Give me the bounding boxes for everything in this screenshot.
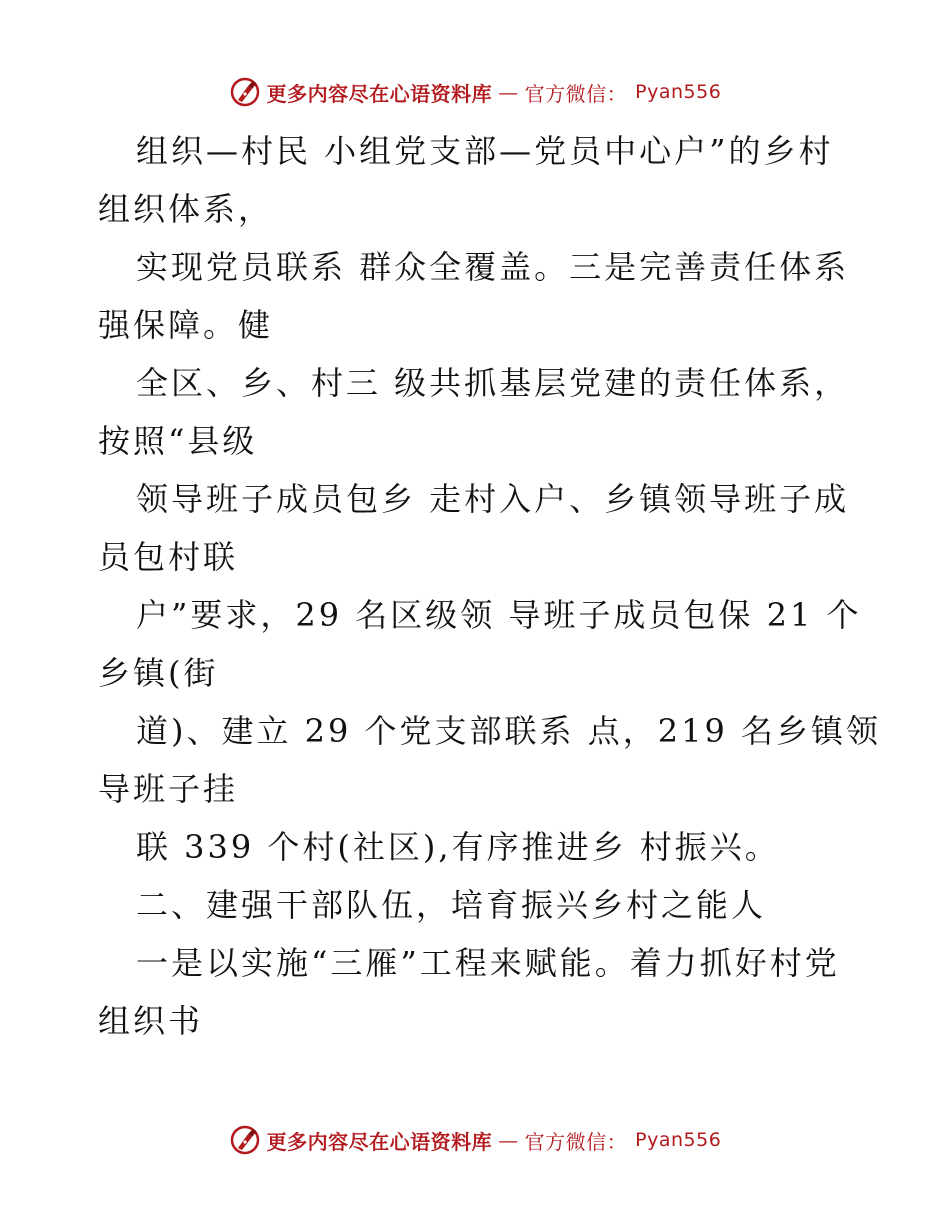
text-line: 乡镇(街 xyxy=(98,654,219,692)
text-line: 户”要求，29 名区级领 导班子成员包保 21 个 xyxy=(136,596,862,634)
text-line: 组织—村民 小组党支部—党员中心户”的乡村 xyxy=(136,132,834,170)
header-banner-separator: — xyxy=(498,80,519,104)
header-banner xyxy=(0,72,950,112)
text-line: 实现党员联系 群众全覆盖。三是完善责任体系 xyxy=(136,248,850,286)
text-line: 全区、乡、村三 级共抓基层党建的责任体系， xyxy=(136,364,850,402)
text-line: 领导班子成员包乡 走村入户、乡镇领导班子成 xyxy=(136,480,850,518)
text-line: 按照“县级 xyxy=(98,422,258,460)
section-heading: 二、建强干部队伍，培育振兴乡村之能人 xyxy=(136,886,767,924)
footer-banner-separator: — xyxy=(498,1128,519,1152)
pen-nib-logo-icon xyxy=(229,76,261,108)
header-banner-wechat-label: 官方微信： xyxy=(524,81,628,106)
footer-banner-title: 更多内容尽在心语资料库 xyxy=(266,1129,493,1154)
text-line: 道)、建立 29 个党支部联系 点，219 名乡镇领 xyxy=(136,712,881,750)
text-line: 员包村联 xyxy=(98,538,239,576)
footer-banner-content xyxy=(229,1124,722,1156)
document-body xyxy=(98,122,881,1050)
header-banner-title: 更多内容尽在心语资料库 xyxy=(266,81,493,106)
text-line: 导班子挂 xyxy=(98,770,239,808)
text-line: 组织体系， xyxy=(98,190,274,228)
footer-banner-wechat-label: 官方微信： xyxy=(524,1129,628,1154)
header-banner-wechat-id: Pyan556 xyxy=(635,81,722,103)
footer-banner xyxy=(0,1120,950,1160)
text-line: 一是以实施“三雁”工程来赋能。着力抓好村党 xyxy=(136,944,840,982)
text-line: 组织书 xyxy=(98,1002,204,1040)
pen-nib-logo-icon xyxy=(229,1124,261,1156)
text-line: 联 339 个村(社区),有序推进乡 村振兴。 xyxy=(136,828,780,866)
header-banner-content xyxy=(229,76,722,108)
footer-banner-wechat-id: Pyan556 xyxy=(635,1129,722,1151)
text-line: 强保障。健 xyxy=(98,306,274,344)
